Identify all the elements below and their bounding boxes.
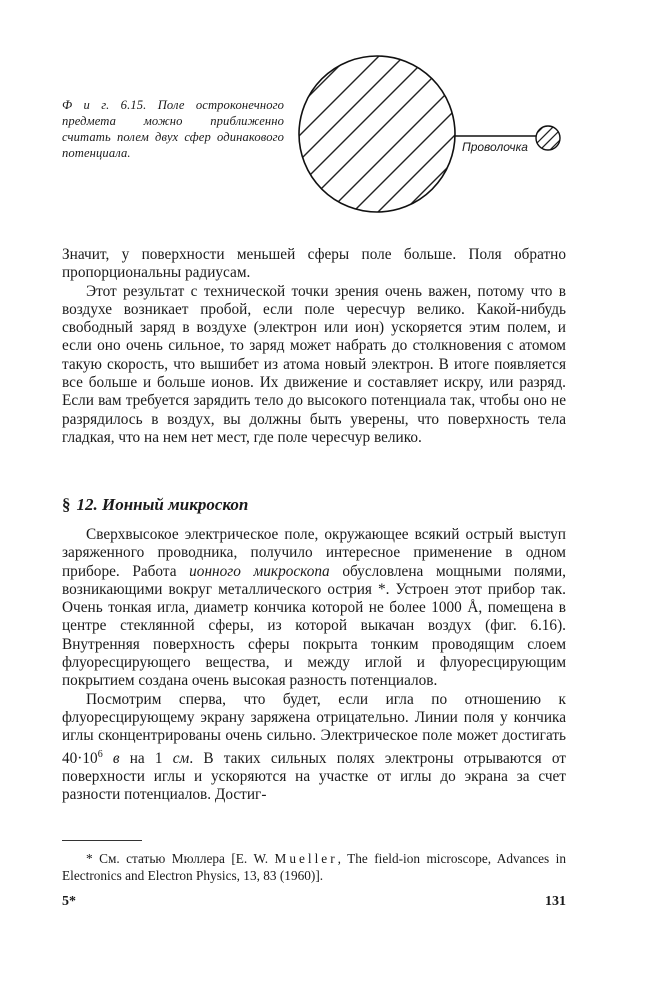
section-title: 12. Ионный микроскоп [76, 495, 249, 514]
paragraph: Посмотрим сперва, что будет, если игла по отношению к флуоресцирующему экрану заряжена отрицательно. Линии поля у кончика иглы сконцентрированы очень сильно. Электрическое поле может достигать $40\cdot 10^6$ в на 1 см. В таких сильных полях электроны отрываются от поверхности иглы и ускоряются на участке от иглы до экрана за счет разности потенциалов. Достиг- [62, 690, 566, 804]
paragraph: Значит, у поверхности меньшей сферы поле больше. Поля обратно пропорциональны радиусам. [62, 246, 566, 282]
small-sphere [536, 126, 560, 150]
emphasis-term: ионного микроскопа [189, 562, 330, 580]
text-block-bottom [62, 526, 566, 805]
paragraph: Этот результат с технической точки зрения очень важен, потому что в воздухе возникает пробой, если поле чересчур велико. Какой-нибудь свободный заряд в воздухе (электрон или ион) ускоряется этим полем, и если оно очень сильное, то заряд может набрать до столкновения с атомом такую скорость, что вышибет из атома новый электрон. В итоге появляется все больше и больше ионов. Их движение и составляет искру, или разряд. Если вам требуется зарядить тело до высокого потенциала так, чтобы оно не разрядилось в воздух, вы должны быть уверены, что поверхность тела гладкая, что на нем нет мест, где поле чересчур велико. [62, 282, 566, 446]
figure-6-15 [0, 50, 646, 250]
section-heading [62, 495, 566, 515]
figure-caption: Ф и г. 6.15. Поле остроконечного предмета можно приближенно считать полем двух сфер одинакового потенциала. [62, 98, 284, 160]
wire-label: Проволочка [462, 140, 528, 154]
two-spheres-diagram [290, 50, 570, 250]
page-number: 131 [545, 894, 566, 909]
footnote: * См. статью Мюллера [E. W. Mueller, The field-ion microscope, Advances in Electronics and Electron Physics, 13, 83 (1960)]. [62, 851, 566, 883]
section-sign: § [62, 495, 71, 514]
signature-mark: 5* [62, 894, 76, 909]
text-block-top [62, 246, 566, 447]
paragraph: Сверхвысокое электрическое поле, окружающее всякий острый выступ заряженного проводника, получило интересное применение в одном приборе. Работа ионного микроскопа обусловлена мощными полями, возникающими вокруг металлического острия *. Устроен этот прибор так. Очень тонкая игла, диаметр кончика которой не более 1000 Å, помещена в центре стеклянной сферы, из которой выкачан воздух (фиг. 6.16). Внутренняя поверхность сферы покрыта тонким проводящим слоем флуоресцирующего вещества, и между иглой и флуоресцирующим покрытием создана очень высокая разность потенциалов. [62, 526, 566, 690]
footnote-divider [62, 840, 142, 841]
